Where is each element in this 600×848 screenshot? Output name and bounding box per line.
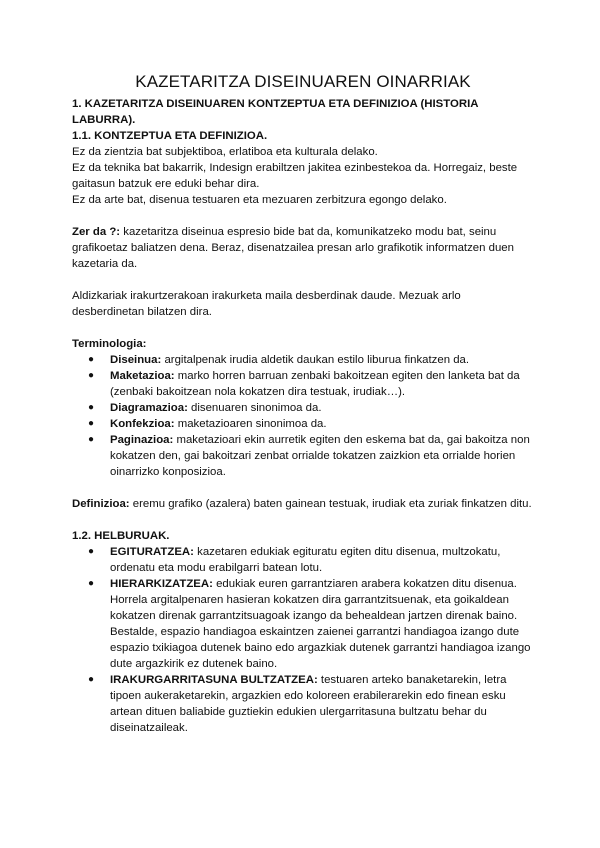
bullet-icon: ●	[88, 578, 95, 589]
list-item: ● Paginazioa: maketazioari ekin aurretik egiten den eskema bat da, gai bakoitza non kokatzen den, gai bakoitzari zenbat orrialde tokatzen zaizkion eta orrialde horien oinarrizko konposizioa.	[88, 434, 530, 478]
section-1-2-heading: 1.2. HELBURUAK.	[72, 530, 170, 542]
list-item: ● HIERARKIZATZEA: edukiak euren garrantziaren arabera kokatzen ditu disenua. Horrela argitalpenaren hasieran kokatzen dira garrantzitsuenak, eta goikaldean kokatzen direnak garrantzitsuagoak izango da behealdean jartzen direnak baino. Bestalde, espazio handiagoa eskaintzen zaienei garrantzi handiagoa izango dute espazio txikiagoa dutenek baino edo argazkiak dutenek garrantzi handiagoa izango dute argazkirik ez dutenek baino.	[88, 578, 531, 670]
document-page	[72, 72, 534, 736]
intro-line-2: Ez da teknika bat bakarrik, Indesign erabiltzen jakitea ezinbestekoa da. Horregaiz, beste gaitasun batzuk ere eduki behar dira.	[72, 162, 518, 190]
zer-da-label: Zer da ?:	[72, 226, 121, 238]
list-item: ● EGITURATZEA: kazetaren edukiak egituratu egiten ditu disenua, multzokatu, ordenatu eta modu erabilgarri batean lotu.	[88, 546, 501, 574]
bullet-icon: ●	[88, 402, 95, 413]
bullet-icon: ●	[88, 370, 95, 381]
helburuak-list	[72, 544, 534, 736]
intro-line-1: Ez da zientzia bat subjektiboa, erlatiboa eta kulturala delako.	[72, 146, 378, 158]
list-item: ● IRAKURGARRITASUNA BULTZATZEA: testuaren arteko banaketarekin, letra tipoen aukeraketarekin, argazkien edo koloreen erabilerarekin edo finean esku artean dituen baliabide guztiekin edukien ulergarritasuna bultzatu behar du diseinatzaileak.	[88, 674, 507, 734]
bullet-icon: ●	[88, 434, 95, 445]
terminologia-list	[72, 352, 534, 480]
list-item: ● Konfekzioa: maketazioaren sinonimoa da.	[88, 418, 327, 430]
bullet-icon: ●	[88, 354, 95, 365]
list-item: ● Diagramazioa: disenuaren sinonimoa da.	[88, 402, 322, 414]
zer-da-paragraph	[72, 224, 534, 272]
aldizkariak-paragraph: Aldizkariak irakurtzerakoan irakurketa maila desberdinak daude. Mezuak arlo desberdinetan bilatzen dira.	[72, 290, 461, 318]
section-1-heading: 1. KAZETARITZA DISEINUAREN KONTZEPTUA ETA DEFINIZIOA (HISTORIA LABURRA).	[72, 98, 479, 126]
section-1-1-heading: 1.1. KONTZEPTUA ETA DEFINIZIOA.	[72, 130, 268, 142]
bullet-icon: ●	[88, 546, 95, 557]
definizioa-paragraph: Definizioa: eremu grafiko (azalera) baten gainean testuak, irudiak eta zuriak finkatzen ditu.	[72, 498, 532, 510]
zer-da-text: kazetaritza diseinua espresio bide bat da, komunikatzeko modu bat, seinu grafikoetaz baliatzen dena. Beraz, disenatzailea presan arlo grafikotik informatzen duen kazetaria da.	[72, 226, 514, 270]
definizioa-label: Definizioa:	[72, 498, 130, 510]
bullet-icon: ●	[88, 674, 95, 685]
intro-line-3: Ez da arte bat, disenua testuaren eta mezuaren zerbitzura egongo delako.	[72, 194, 447, 206]
list-item: ● Diseinua: argitalpenak irudia aldetik daukan estilo liburua finkatzen da.	[88, 354, 470, 366]
page-title: KAZETARITZA DISEINUAREN OINARRIAK	[135, 72, 471, 91]
list-item: ● Maketazioa: marko horren barruan zenbaki bakoitzean egiten den lanketa bat da (zenbaki bakoitzean nola kokatzen dira testuak, irudiak…).	[88, 370, 520, 398]
terminologia-label: Terminologia:	[72, 338, 147, 350]
bullet-icon: ●	[88, 418, 95, 429]
